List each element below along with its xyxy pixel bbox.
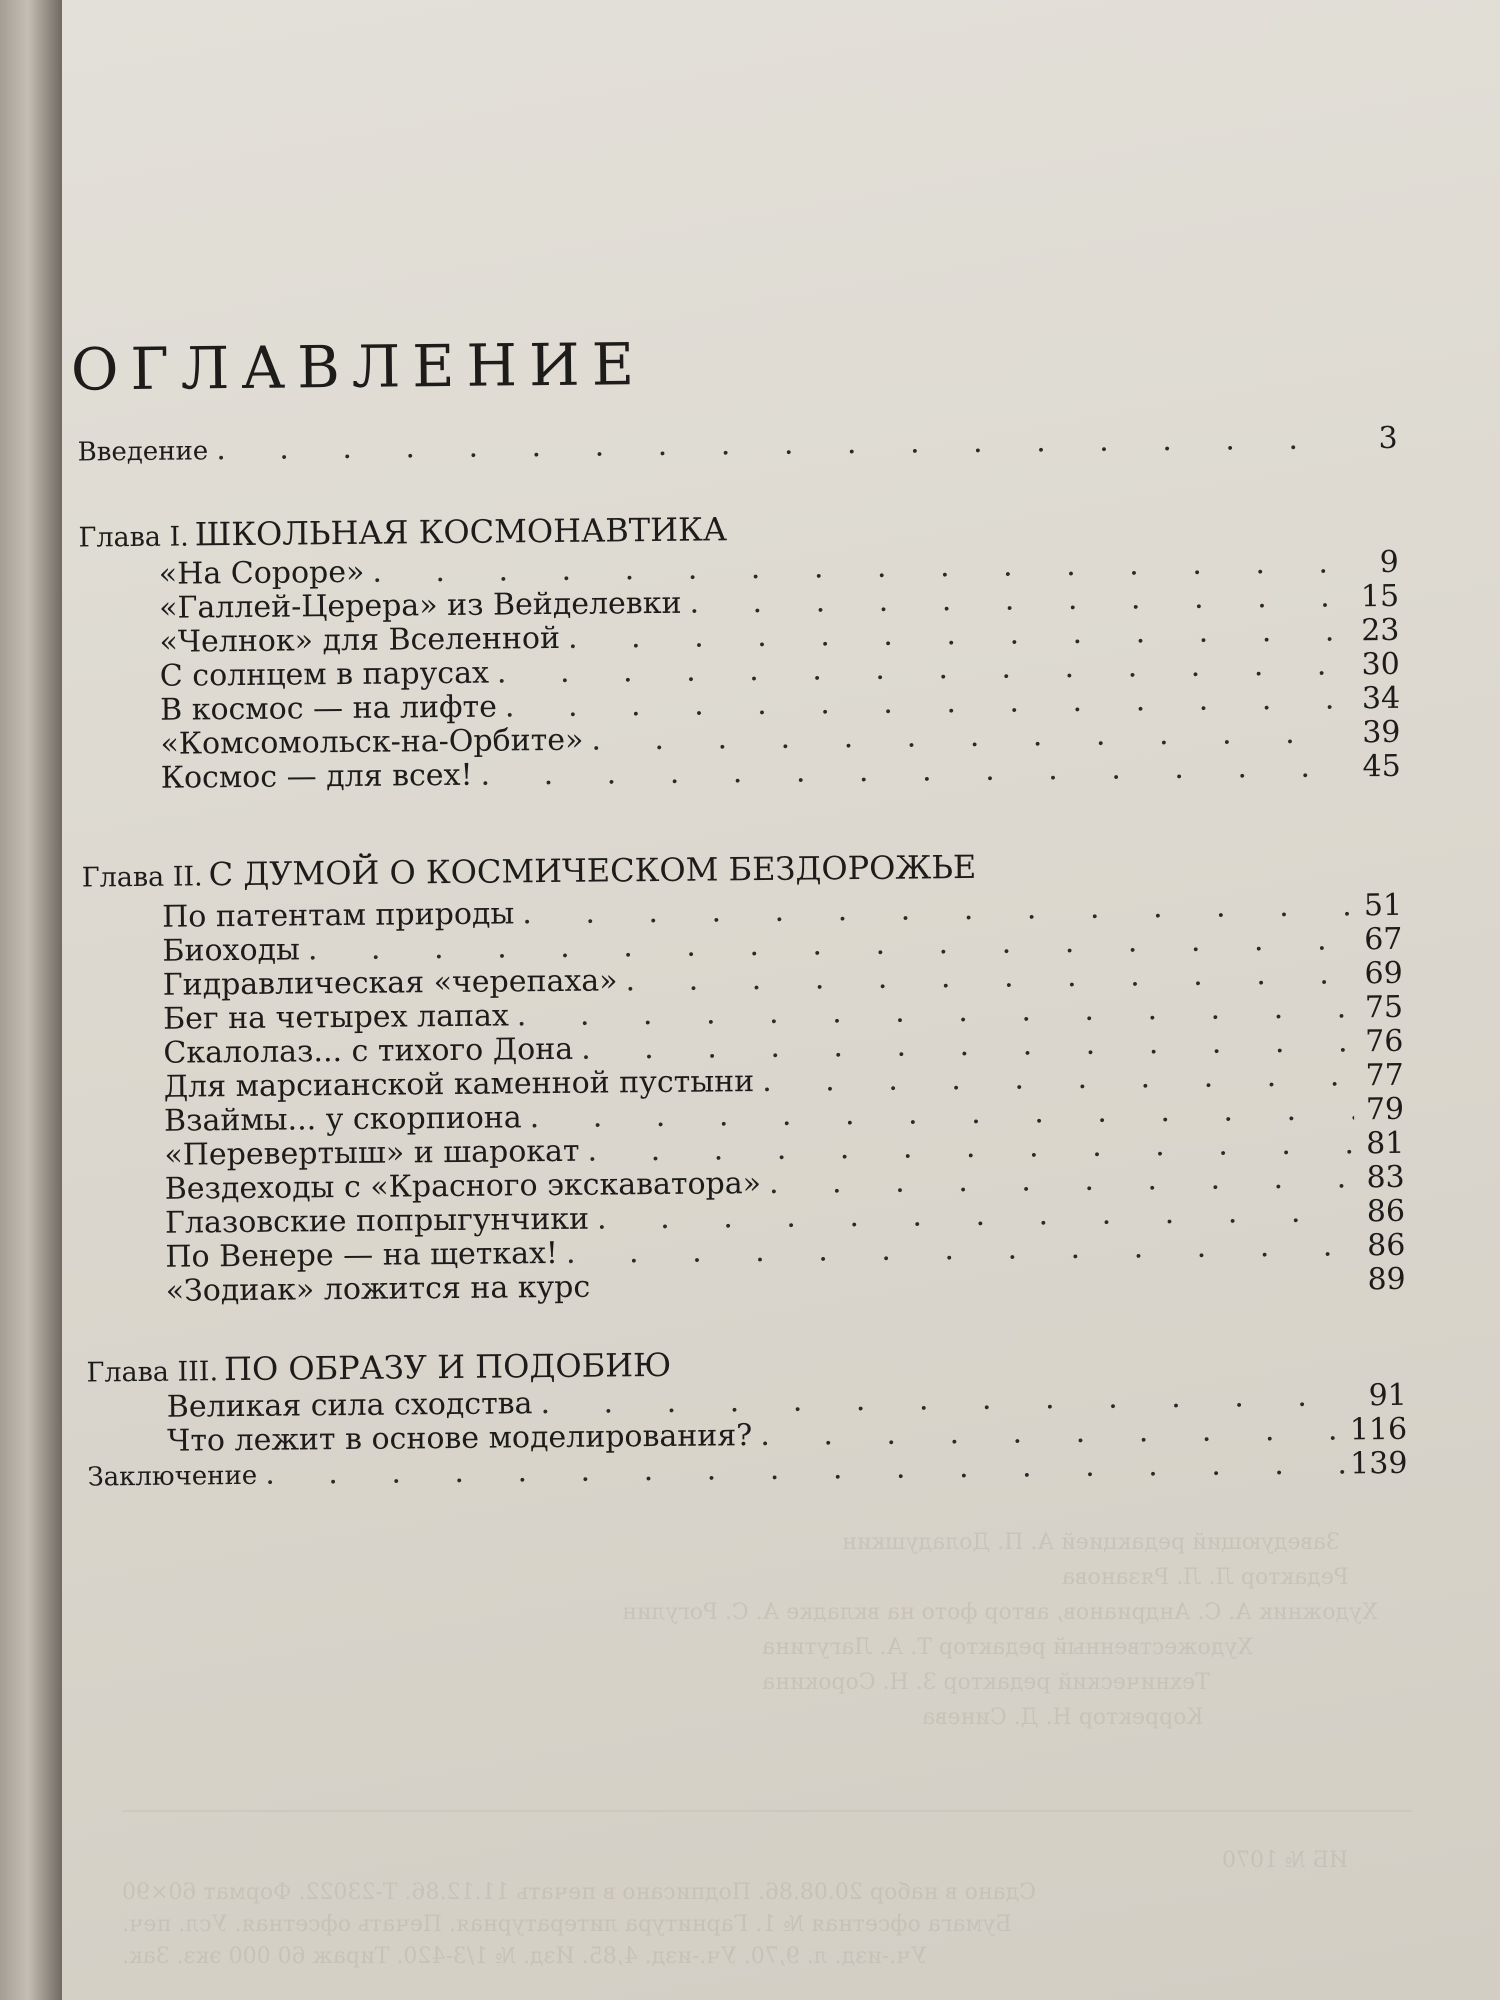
entry-page: 91 (1368, 1377, 1407, 1414)
toc-entry-intro[interactable] (78, 422, 1398, 469)
entry-title: С солнцем в парусах (159, 655, 490, 694)
entry-page: 51 (1363, 887, 1403, 924)
entry-title: По патентам природы (161, 896, 515, 935)
entry-title: Для марсианской каменной пустыни (163, 1064, 755, 1105)
table-of-contents (62, 0, 1500, 2000)
entry-page: 86 (1366, 1193, 1406, 1230)
entry-title: «Перевертыш» и шарокат (164, 1133, 580, 1173)
entry-title: Взаймы... у скорпиона (163, 1100, 522, 1139)
leader-dots (762, 1059, 1354, 1099)
entry-title: Бег на четырех лапах (162, 998, 509, 1037)
entry-title: «Зодиак» ложится на курс (165, 1269, 591, 1309)
entry-title: По Венере — на щетках! (165, 1235, 559, 1275)
entry-page: 81 (1366, 1125, 1405, 1162)
entry-title: Вездеходы с «Красного экскаватора» (164, 1166, 762, 1207)
entry-page: 3 (1378, 420, 1398, 457)
chapter-heading-3[interactable]: Глава III. ПО ОБРАЗУ И ПОДОБИЮ (86, 1345, 672, 1389)
entry-title: Космос — для всех! (160, 757, 473, 796)
book-spine-shadow (0, 0, 62, 2000)
book-page: Заведующий редакцией А. П. Доладушкин Редактор Л. Л. Рязанова Художник А. С. Андрианов, автор фото на вкладке А. С. Рогулин Художественный редактор Т. А. Лагутина Технический редактор З. Н. Сорокина Корректор Н. Д. Синева ИБ № 1070 Сдано в набор 20.08.86. Подписано в печать 11.12.86. Т-23022. Формат 60×90 Бумага офсетная № 1. Гарнитура литературная. Печать офсетная. Усл. печ. Уч.-изд. л. 9,70. Уч.-изд. 4,85. Изд. № 1/3-420. Тираж 60 000 экз. Зак. ОГЛАВЛЕНИЕ Введение . . . 3 Глава I. ШКОЛЬНАЯ КОСМОНАВТИКА «На Сороре» . . . 9 «Галлей-Церера» из Вейделевки . . . 15 «Челнок» для Вселенной . . . 23 С солнцем в парусах . . . 30 В космос — на лифте . . . 34 «Комсомольск-на-Орбите» . . . 39 Космос — для всех! . . . 45 Глава II. С ДУМОЙ О КОСМИЧЕСКОМ БЕЗДОРОЖЬЕ По патентам природы . . . 51 Биоходы . . . 67 Гидравлическая «черепаха» . . . 69 Бег на четырех лапах . . . 75 Скалолаз... с тихого Дона . . . 76 Для марсианской каменной пустыни . . . 77 Взаймы... у скорпиона . . . 79 «Перевертыш» и шарокат . . . 81 Вездеходы с «Красного экскаватора» . . . 83 Глазовские попрыгунчики . . . 86 По Венере — на щетках! . . . 86 «Зодиак» ложится на курс 89 Глава III. ПО ОБРАЗУ И ПОДОБИЮ Великая сила сходства . . . 91 Что лежит в основе моделирования? . . . 116 Заключение . . . 139 (62, 0, 1500, 2000)
entry-title: Скалолаз... с тихого Дона (163, 1031, 574, 1071)
entry-page: 39 (1362, 714, 1401, 751)
entry-title: «Комсомольск-на-Орбите» (160, 722, 584, 762)
leader-dots (216, 422, 1348, 467)
entry-title: В космос — на лифте (159, 689, 498, 728)
entry-page: 76 (1365, 1023, 1404, 1060)
entry-title: Глазовские попрыгунчики (164, 1201, 590, 1241)
entry-page: 23 (1361, 612, 1400, 649)
entry-page: 79 (1365, 1091, 1405, 1128)
chapter-heading-1[interactable]: Глава I. ШКОЛЬНАЯ КОСМОНАВТИКА (78, 510, 728, 554)
entry-title: Биоходы (162, 932, 301, 969)
entry-page: 86 (1366, 1227, 1406, 1264)
entry-title: «Галлей-Церера» из Вейделевки (159, 585, 682, 626)
entry-page: 89 (1367, 1261, 1406, 1298)
entry-title: Великая сила сходства (166, 1386, 533, 1425)
entry-title: Что лежит в основе моделирования? (167, 1418, 753, 1459)
leader-dots (760, 1413, 1344, 1453)
entry-page: 77 (1365, 1057, 1404, 1094)
toc-heading: ОГЛАВЛЕНИЕ (70, 329, 647, 404)
entry-title: Заключение (87, 1460, 258, 1493)
entry-page: 83 (1366, 1159, 1405, 1196)
entry-page: 45 (1362, 748, 1401, 785)
leader-dots (769, 1161, 1355, 1201)
entry-title: «На Сороре» (158, 554, 365, 592)
entry-page: 9 (1379, 544, 1399, 581)
entry-page: 75 (1364, 989, 1404, 1026)
entry-title: «Челнок» для Вселенной (159, 620, 561, 660)
entry-page: 69 (1364, 955, 1403, 992)
entry-page: 15 (1360, 578, 1400, 615)
entry-page: 30 (1361, 646, 1400, 683)
entry-page: 34 (1361, 680, 1401, 717)
entry-page: 116 (1349, 1411, 1408, 1448)
chapter-heading-2[interactable]: Глава II. С ДУМОЙ О КОСМИЧЕСКОМ БЕЗДОРОЖЬЕ (81, 847, 977, 894)
leader-dots (480, 750, 1351, 792)
entry-page: 67 (1364, 921, 1403, 958)
entry-page: 139 (1350, 1445, 1408, 1482)
entry-title: Гидравлическая «черепаха» (162, 963, 618, 1003)
entry-title: Введение (77, 436, 209, 468)
